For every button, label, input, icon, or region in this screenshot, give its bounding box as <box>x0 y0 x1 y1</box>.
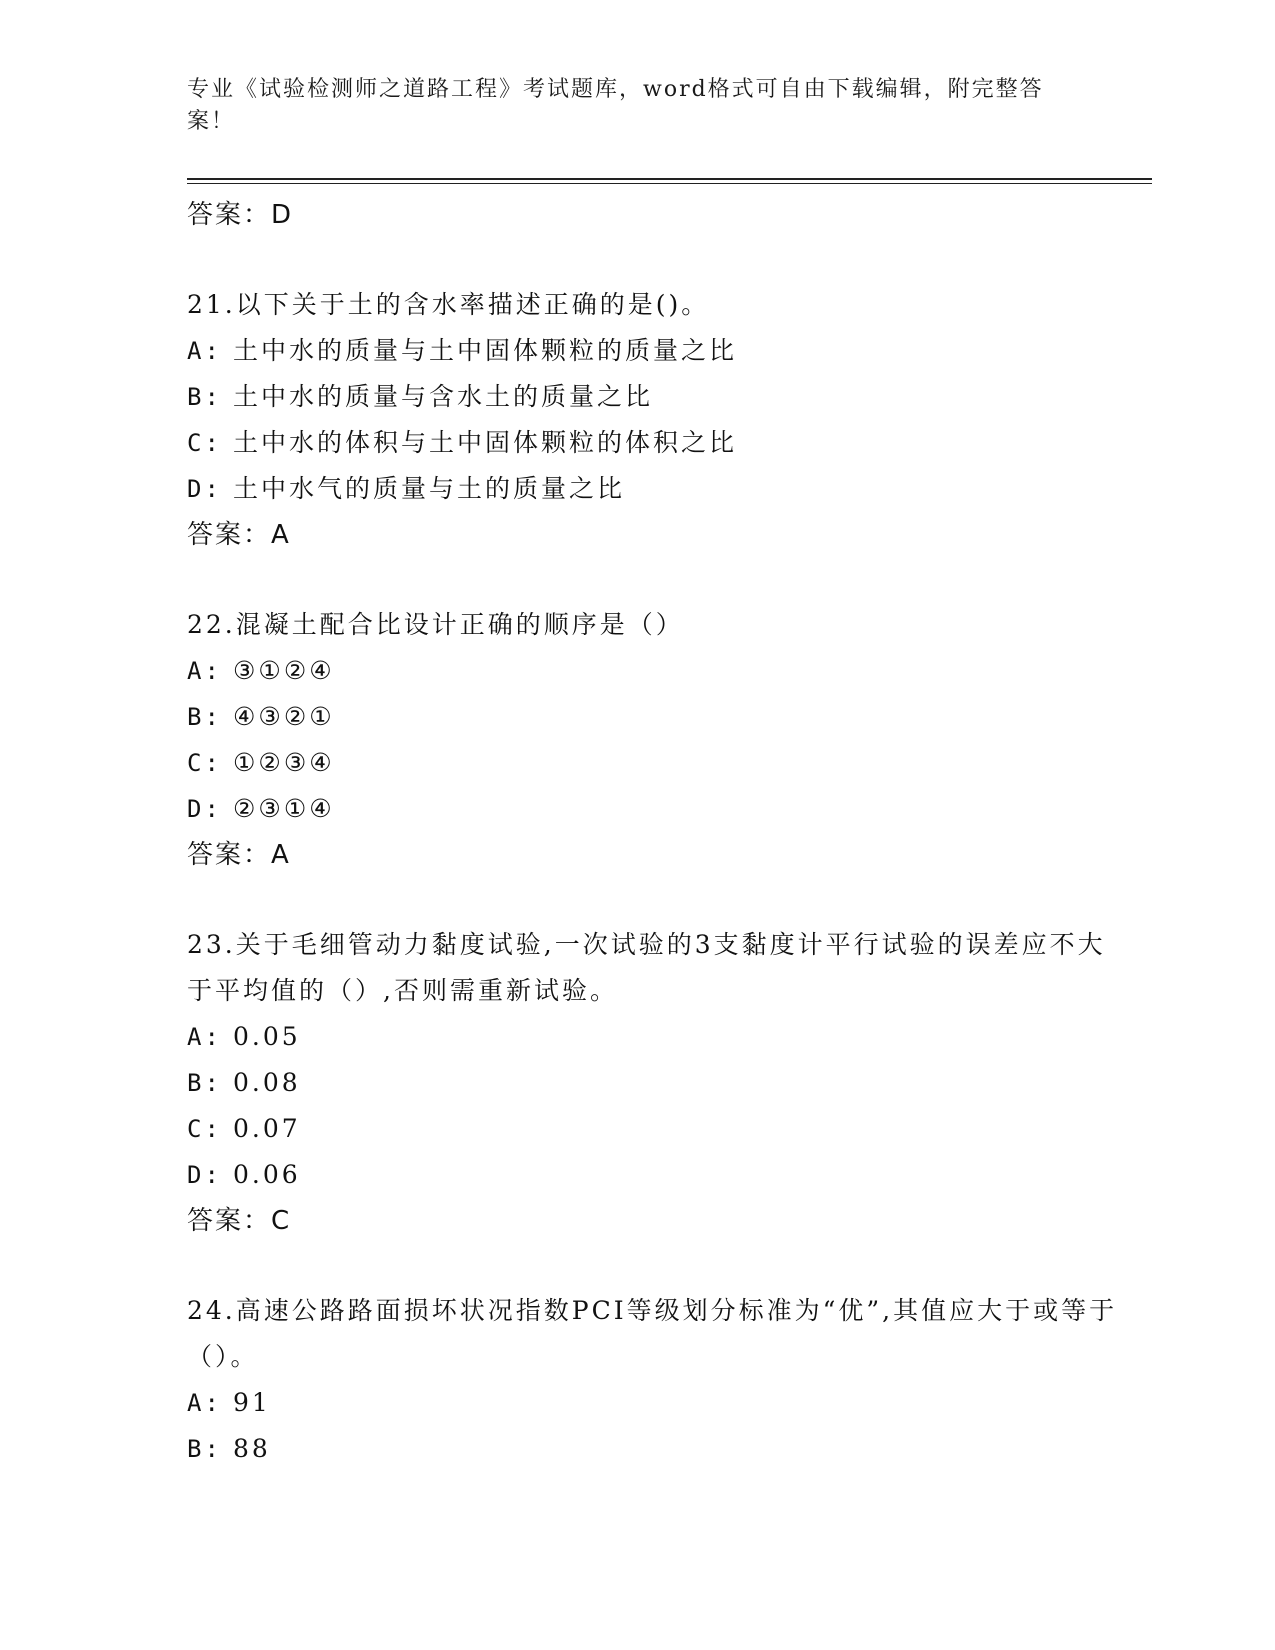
option-text: 0.08 <box>233 1068 301 1097</box>
option-c <box>187 420 1127 466</box>
option-d <box>187 1152 1127 1198</box>
option-text: ④③②① <box>233 702 335 731</box>
option-d <box>187 466 1127 512</box>
option-key: B: <box>187 1435 222 1463</box>
option-a <box>187 328 1127 374</box>
option-a <box>187 648 1127 694</box>
question-21 <box>187 282 1127 558</box>
option-key: A: <box>187 337 222 365</box>
option-a <box>187 1014 1127 1060</box>
option-text: 0.07 <box>233 1114 301 1143</box>
option-text: 91 <box>233 1388 271 1417</box>
question-text: 22.混凝土配合比设计正确的顺序是（） <box>187 610 684 639</box>
question-text: 23.关于毛细管动力黏度试验,一次试验的3支黏度计平行试验的误差应不大于平均值的（）,否则需重新试验。 <box>187 930 1106 1005</box>
question-23 <box>187 922 1127 1244</box>
option-text: ①②③④ <box>233 748 335 777</box>
option-text: 土中水气的质量与土的质量之比 <box>233 474 626 503</box>
question-text: 21.以下关于土的含水率描述正确的是()。 <box>187 290 710 319</box>
option-b <box>187 374 1127 420</box>
answer-line: 答案：C <box>187 1206 292 1236</box>
option-key: A: <box>187 657 222 685</box>
option-text: ③①②④ <box>233 656 335 685</box>
option-b <box>187 1060 1127 1106</box>
option-text: 88 <box>233 1434 271 1463</box>
option-key: C: <box>187 749 222 777</box>
option-text: ②③①④ <box>233 794 335 823</box>
option-text: 0.06 <box>233 1160 301 1189</box>
option-key: A: <box>187 1389 222 1417</box>
option-text: 土中水的质量与含水土的质量之比 <box>233 382 654 411</box>
option-d <box>187 786 1127 832</box>
question-list <box>187 192 1127 1472</box>
option-key: A: <box>187 1023 222 1051</box>
option-b <box>187 694 1127 740</box>
option-key: B: <box>187 703 222 731</box>
option-key: D: <box>187 795 222 823</box>
question-22 <box>187 602 1127 878</box>
option-key: B: <box>187 383 222 411</box>
option-a <box>187 1380 1127 1426</box>
option-c <box>187 1106 1127 1152</box>
option-text: 0.05 <box>233 1022 301 1051</box>
question-text: 24.高速公路路面损坏状况指数PCI等级划分标准为“优”,其值应大于或等于（）。 <box>187 1296 1118 1371</box>
option-key: C: <box>187 1115 222 1143</box>
option-key: D: <box>187 475 222 503</box>
option-text: 土中水的体积与土中固体颗粒的体积之比 <box>233 428 738 457</box>
answer-line: 答案：D <box>187 200 294 230</box>
option-text: 土中水的质量与土中固体颗粒的质量之比 <box>233 336 738 365</box>
document-header: 专业《试验检测师之道路工程》考试题库，word格式可自由下载编辑，附完整答案！ <box>187 77 1044 134</box>
option-b <box>187 1426 1127 1472</box>
option-c <box>187 740 1127 786</box>
question-24 <box>187 1288 1127 1472</box>
header-divider <box>187 178 1152 184</box>
option-key: B: <box>187 1069 222 1097</box>
answer-line: 答案：A <box>187 520 291 550</box>
answer-line: 答案：A <box>187 840 291 870</box>
option-key: D: <box>187 1161 222 1189</box>
option-key: C: <box>187 429 222 457</box>
